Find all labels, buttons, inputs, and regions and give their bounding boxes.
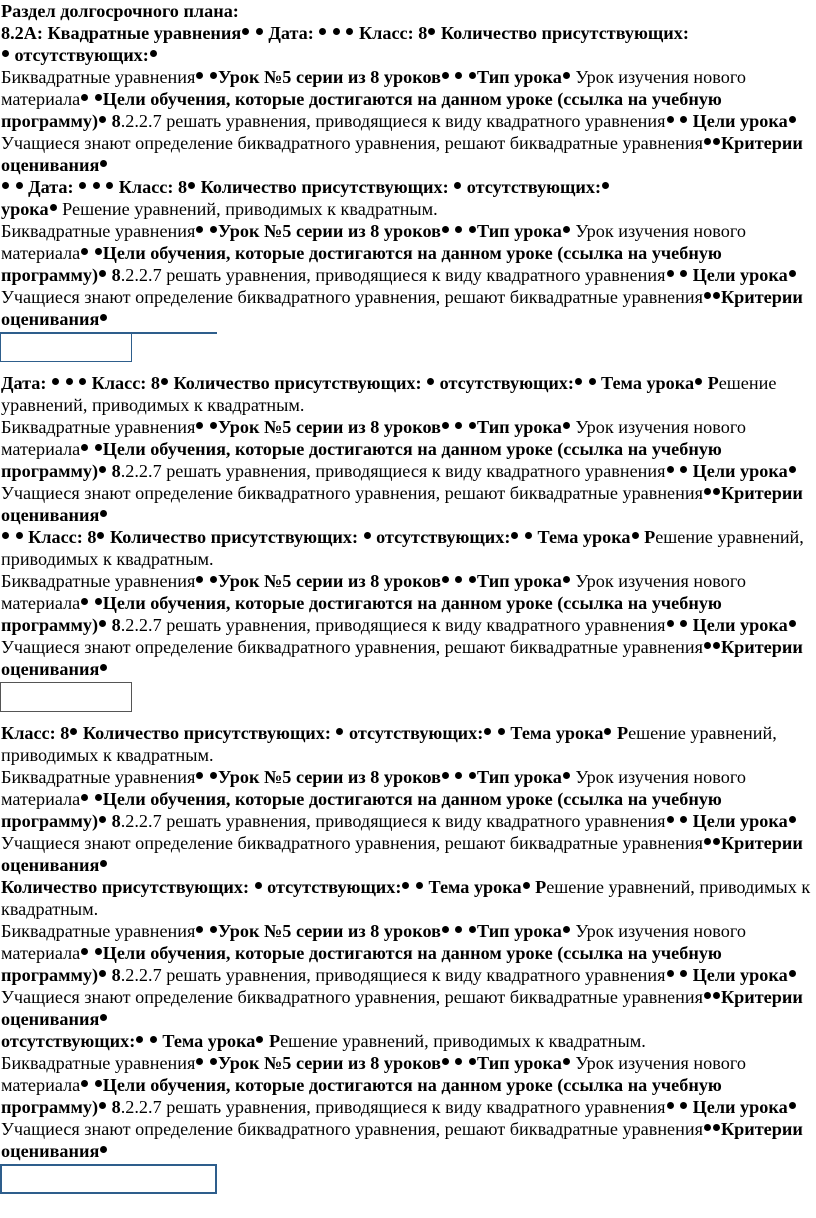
table-cell [0,682,132,712]
table-fragment [0,332,816,366]
header-line: Количество присутствующих: отсутствующих: Тема урока Решение уравнений, приводимых к квадратным. [1,877,811,919]
lesson-paragraph: Биквадратные уравнения Урок №5 серии из 8 уроков Тип урока Урок изучения нового материала Цели обучения, которые достигаются на данном уроке (ссылка на учебную программу) 8.2.2.7 решать уравнения, приводящиеся к виду квадратного уравнения Цели урока Учащиеся знают определение биквадратного уравнения, решают биквадратные уравнения Критерии оценивания [1,221,803,329]
lesson-paragraph: Биквадратные уравнения Урок №5 серии из 8 уроков Тип урока Урок изучения нового материала Цели обучения, которые достигаются на данном уроке (ссылка на учебную программу) 8.2.2.7 решать уравнения, приводящиеся к виду квадратного уравнения Цели урока Учащиеся знают определение биквадратного уравнения, решают биквадратные уравнения Критерии оценивания [1,921,803,1029]
lesson-paragraph: Биквадратные уравнения Урок №5 серии из 8 уроков Тип урока Урок изучения нового материала Цели обучения, которые достигаются на данном уроке (ссылка на учебную программу) 8.2.2.7 решать уравнения, приводящиеся к виду квадратного уравнения Цели урока Учащиеся знают определение биквадратного уравнения, решают биквадратные уравнения Критерии оценивания [1,67,803,175]
table-cell [131,332,217,362]
header-line: 8.2А: Квадратные уравнения Дата: Класс: 8 Количество присутствующих: [1,23,689,43]
lesson-paragraph: Биквадратные уравнения Урок №5 серии из 8 уроков Тип урока Урок изучения нового материала Цели обучения, которые достигаются на данном уроке (ссылка на учебную программу) 8.2.2.7 решать уравнения, приводящиеся к виду квадратного уравнения Цели урока Учащиеся знают определение биквадратного уравнения, решают биквадратные уравнения Критерии оценивания [1,1053,803,1161]
table-fragment [0,1164,816,1198]
lesson-paragraph: Биквадратные уравнения Урок №5 серии из 8 уроков Тип урока Урок изучения нового материала Цели обучения, которые достигаются на данном уроке (ссылка на учебную программу) 8.2.2.7 решать уравнения, приводящиеся к виду квадратного уравнения Цели урока Учащиеся знают определение биквадратного уравнения, решают биквадратные уравнения Критерии оценивания [1,571,803,679]
header-line: Класс: 8 Количество присутствующих: отсутствующих: Тема урока Решение уравнений, приводимых к квадратным. [1,527,804,569]
lesson-paragraph: Биквадратные уравнения Урок №5 серии из 8 уроков Тип урока Урок изучения нового материала Цели обучения, которые достигаются на данном уроке (ссылка на учебную программу) 8.2.2.7 решать уравнения, приводящиеся к виду квадратного уравнения Цели урока Учащиеся знают определение биквадратного уравнения, решают биквадратные уравнения Критерии оценивания [1,767,803,875]
header-line: Дата: Класс: 8 Количество присутствующих: отсутствующих: Тема урока Решение уравнений, приводимых к квадратным. [1,373,777,415]
table-fragment [0,682,816,716]
header-line: отсутствующих: [0,44,816,66]
header-line: Класс: 8 Количество присутствующих: отсутствующих: Тема урока Решение уравнений, приводимых к квадратным. [1,723,777,765]
lesson-paragraph: Биквадратные уравнения Урок №5 серии из 8 уроков Тип урока Урок изучения нового материала Цели обучения, которые достигаются на данном уроке (ссылка на учебную программу) 8.2.2.7 решать уравнения, приводящиеся к виду квадратного уравнения Цели урока Учащиеся знают определение биквадратного уравнения, решают биквадратные уравнения Критерии оценивания [1,417,803,525]
topic-line: урока Решение уравнений, приводимых к квадратным. [1,199,438,219]
table-cell [0,332,132,362]
header-line: отсутствующих: Тема урока Решение уравнений, приводимых к квадратным. [1,1031,646,1051]
header-line: Дата: Класс: 8 Количество присутствующих: отсутствующих: [0,176,816,198]
section-title: Раздел долгосрочного плана: [1,1,239,21]
table-cell [0,1164,217,1194]
